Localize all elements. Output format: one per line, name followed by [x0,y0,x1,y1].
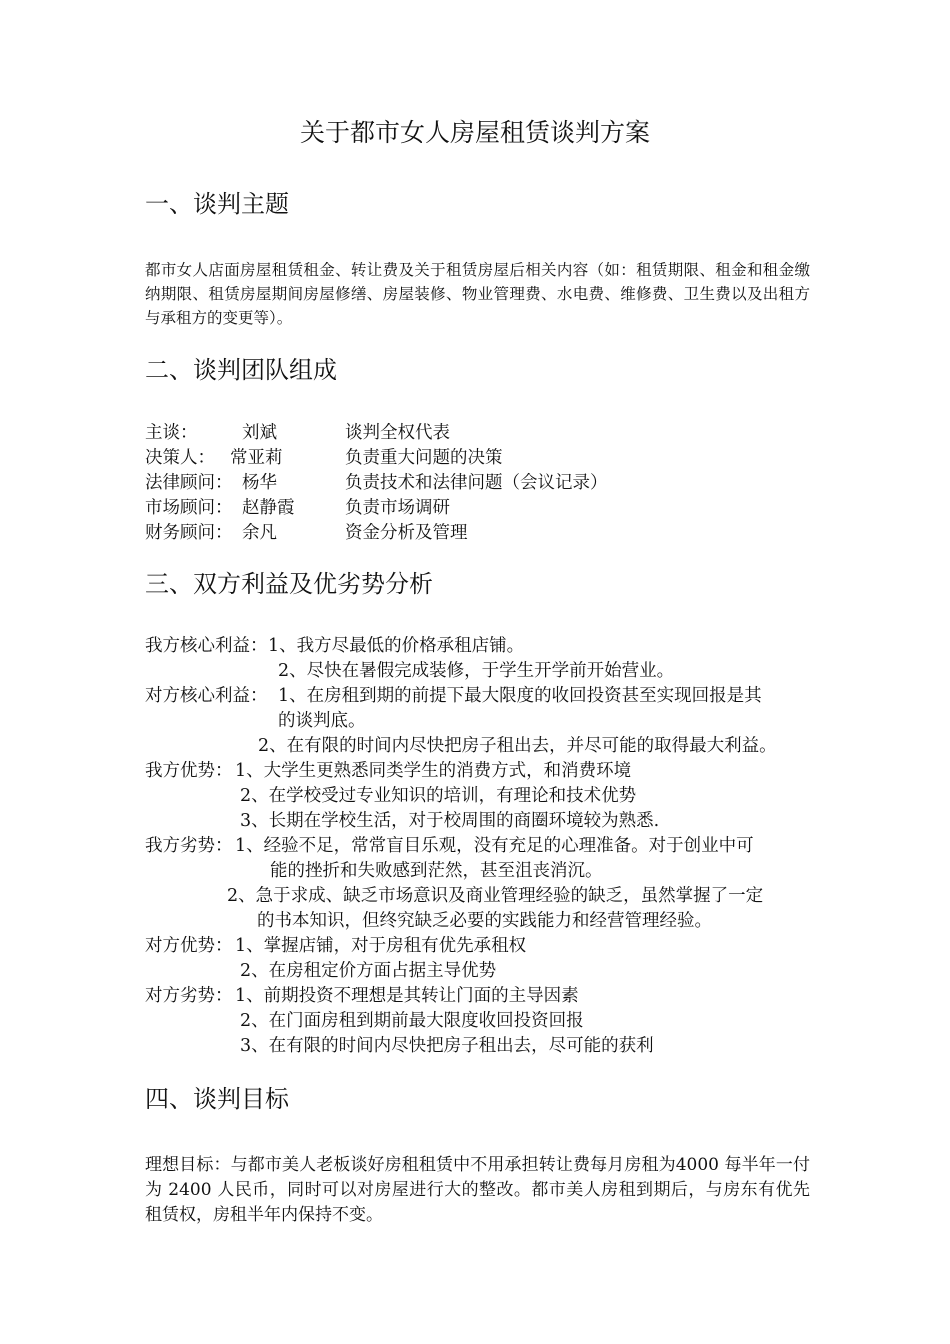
analysis-line [145,634,810,659]
analysis-line [145,784,810,809]
their-advantage-item: 2、在房租定价方面占据主导优势 [240,961,497,981]
section-heading-team: 二、谈判团队组成 [145,356,337,384]
their-disadvantage-item: 1、前期投资不理想是其转让门面的主导因素 [235,986,579,1006]
team-member: 杨华 [242,473,277,493]
analysis-line [145,734,810,759]
their-disadvantage-item: 3、在有限的时间内尽快把房子租出去，尽可能的获利 [240,1036,654,1056]
analysis-line [145,709,810,734]
team-role: 财务顾问： [145,523,233,543]
our-disadvantage-item: 1、经验不足，常常盲目乐观，没有充足的心理准备。对于创业中可 [235,836,754,856]
team-duty: 谈判全权代表 [345,423,450,443]
team-role: 主谈： [145,423,198,443]
analysis-line [145,1034,810,1059]
our-disadvantage-label: 我方劣势： [145,836,233,856]
our-advantage-item: 1、大学生更熟悉同类学生的消费方式，和消费环境 [235,761,632,781]
team-duty: 负责市场调研 [345,498,450,518]
analysis-line [145,809,810,834]
document-title: 关于都市女人房屋租赁谈判方案 [299,118,650,147]
section-heading-goals: 四、谈判目标 [145,1085,289,1113]
analysis-line [145,909,810,934]
our-interest-label: 我方核心利益： [145,636,268,656]
analysis-line [145,1009,810,1034]
their-interest-item: 2、在有限的时间内尽快把房子租出去，并尽可能的取得最大利益。 [258,736,777,756]
our-advantage-label: 我方优势： [145,761,233,781]
analysis-line [145,884,810,909]
their-advantage-item: 1、掌握店铺，对于房租有优先承租权 [235,936,527,956]
analysis-line [145,959,810,984]
goals-paragraph: 理想目标：与都市美人老板谈好房租租赁中不用承担转让费每月房租为4000 每半年一付为 2400 人民币，同时可以对房屋进行大的整改。都市美人房租到期后，与房东有优先租赁权，房租半年内保持不变。 [145,1155,810,1225]
analysis-line [145,659,810,684]
team-duty: 负责重大问题的决策 [345,448,503,468]
their-interest-item: 1、在房租到期的前提下最大限度的收回投资甚至实现回报是其 [278,686,762,706]
our-advantage-item: 2、在学校受过专业知识的培训，有理论和技术优势 [240,786,637,806]
team-duty: 负责技术和法律问题（会议记录） [345,473,608,493]
team-member: 常亚莉 [230,448,283,468]
team-member: 余凡 [242,523,277,543]
their-interest-item-cont: 的谈判底。 [278,711,366,731]
their-disadvantage-item: 2、在门面房租到期前最大限度收回投资回报 [240,1011,584,1031]
our-advantage-item: 3、长期在学校生活，对于校周围的商圈环境较为熟悉. [240,811,660,831]
their-interest-label: 对方核心利益： [145,686,268,706]
team-role: 市场顾问： [145,498,233,518]
analysis-line [145,684,810,709]
our-disadvantage-item: 2、急于求成、缺乏市场意识及商业管理经验的缺乏，虽然掌握了一定 [227,886,764,906]
team-member: 赵静霞 [242,498,295,518]
analysis-line [145,984,810,1009]
team-member: 刘斌 [242,423,277,443]
our-disadvantage-item-cont: 能的挫折和失败感到茫然，甚至沮丧消沉。 [270,861,603,881]
our-interest-item: 1、我方尽最低的价格承租店铺。 [268,636,525,656]
our-disadvantage-item-cont: 的书本知识，但终究缺乏必要的实践能力和经营管理经验。 [257,911,712,931]
their-disadvantage-label: 对方劣势： [145,986,233,1006]
analysis-line [145,759,810,784]
analysis-block [145,634,810,1059]
analysis-line [145,834,810,859]
their-advantage-label: 对方优势： [145,936,233,956]
team-duty: 资金分析及管理 [345,523,468,543]
analysis-line [145,859,810,884]
our-interest-item: 2、尽快在暑假完成装修，于学生开学前开始营业。 [278,661,675,681]
section-heading-topic: 一、谈判主题 [145,190,289,218]
team-role: 法律顾问： [145,473,233,493]
section-heading-analysis: 三、双方利益及优劣势分析 [145,570,433,598]
analysis-line [145,934,810,959]
topic-paragraph: 都市女人店面房屋租赁租金、转让费及关于租赁房屋后相关内容（如：租赁期限、租金和租金缴纳期限、租赁房屋期间房屋修缮、房屋装修、物业管理费、水电费、维修费、卫生费以及出租方与承租方的变更等）。 [145,261,810,327]
team-role: 决策人： [145,448,215,468]
